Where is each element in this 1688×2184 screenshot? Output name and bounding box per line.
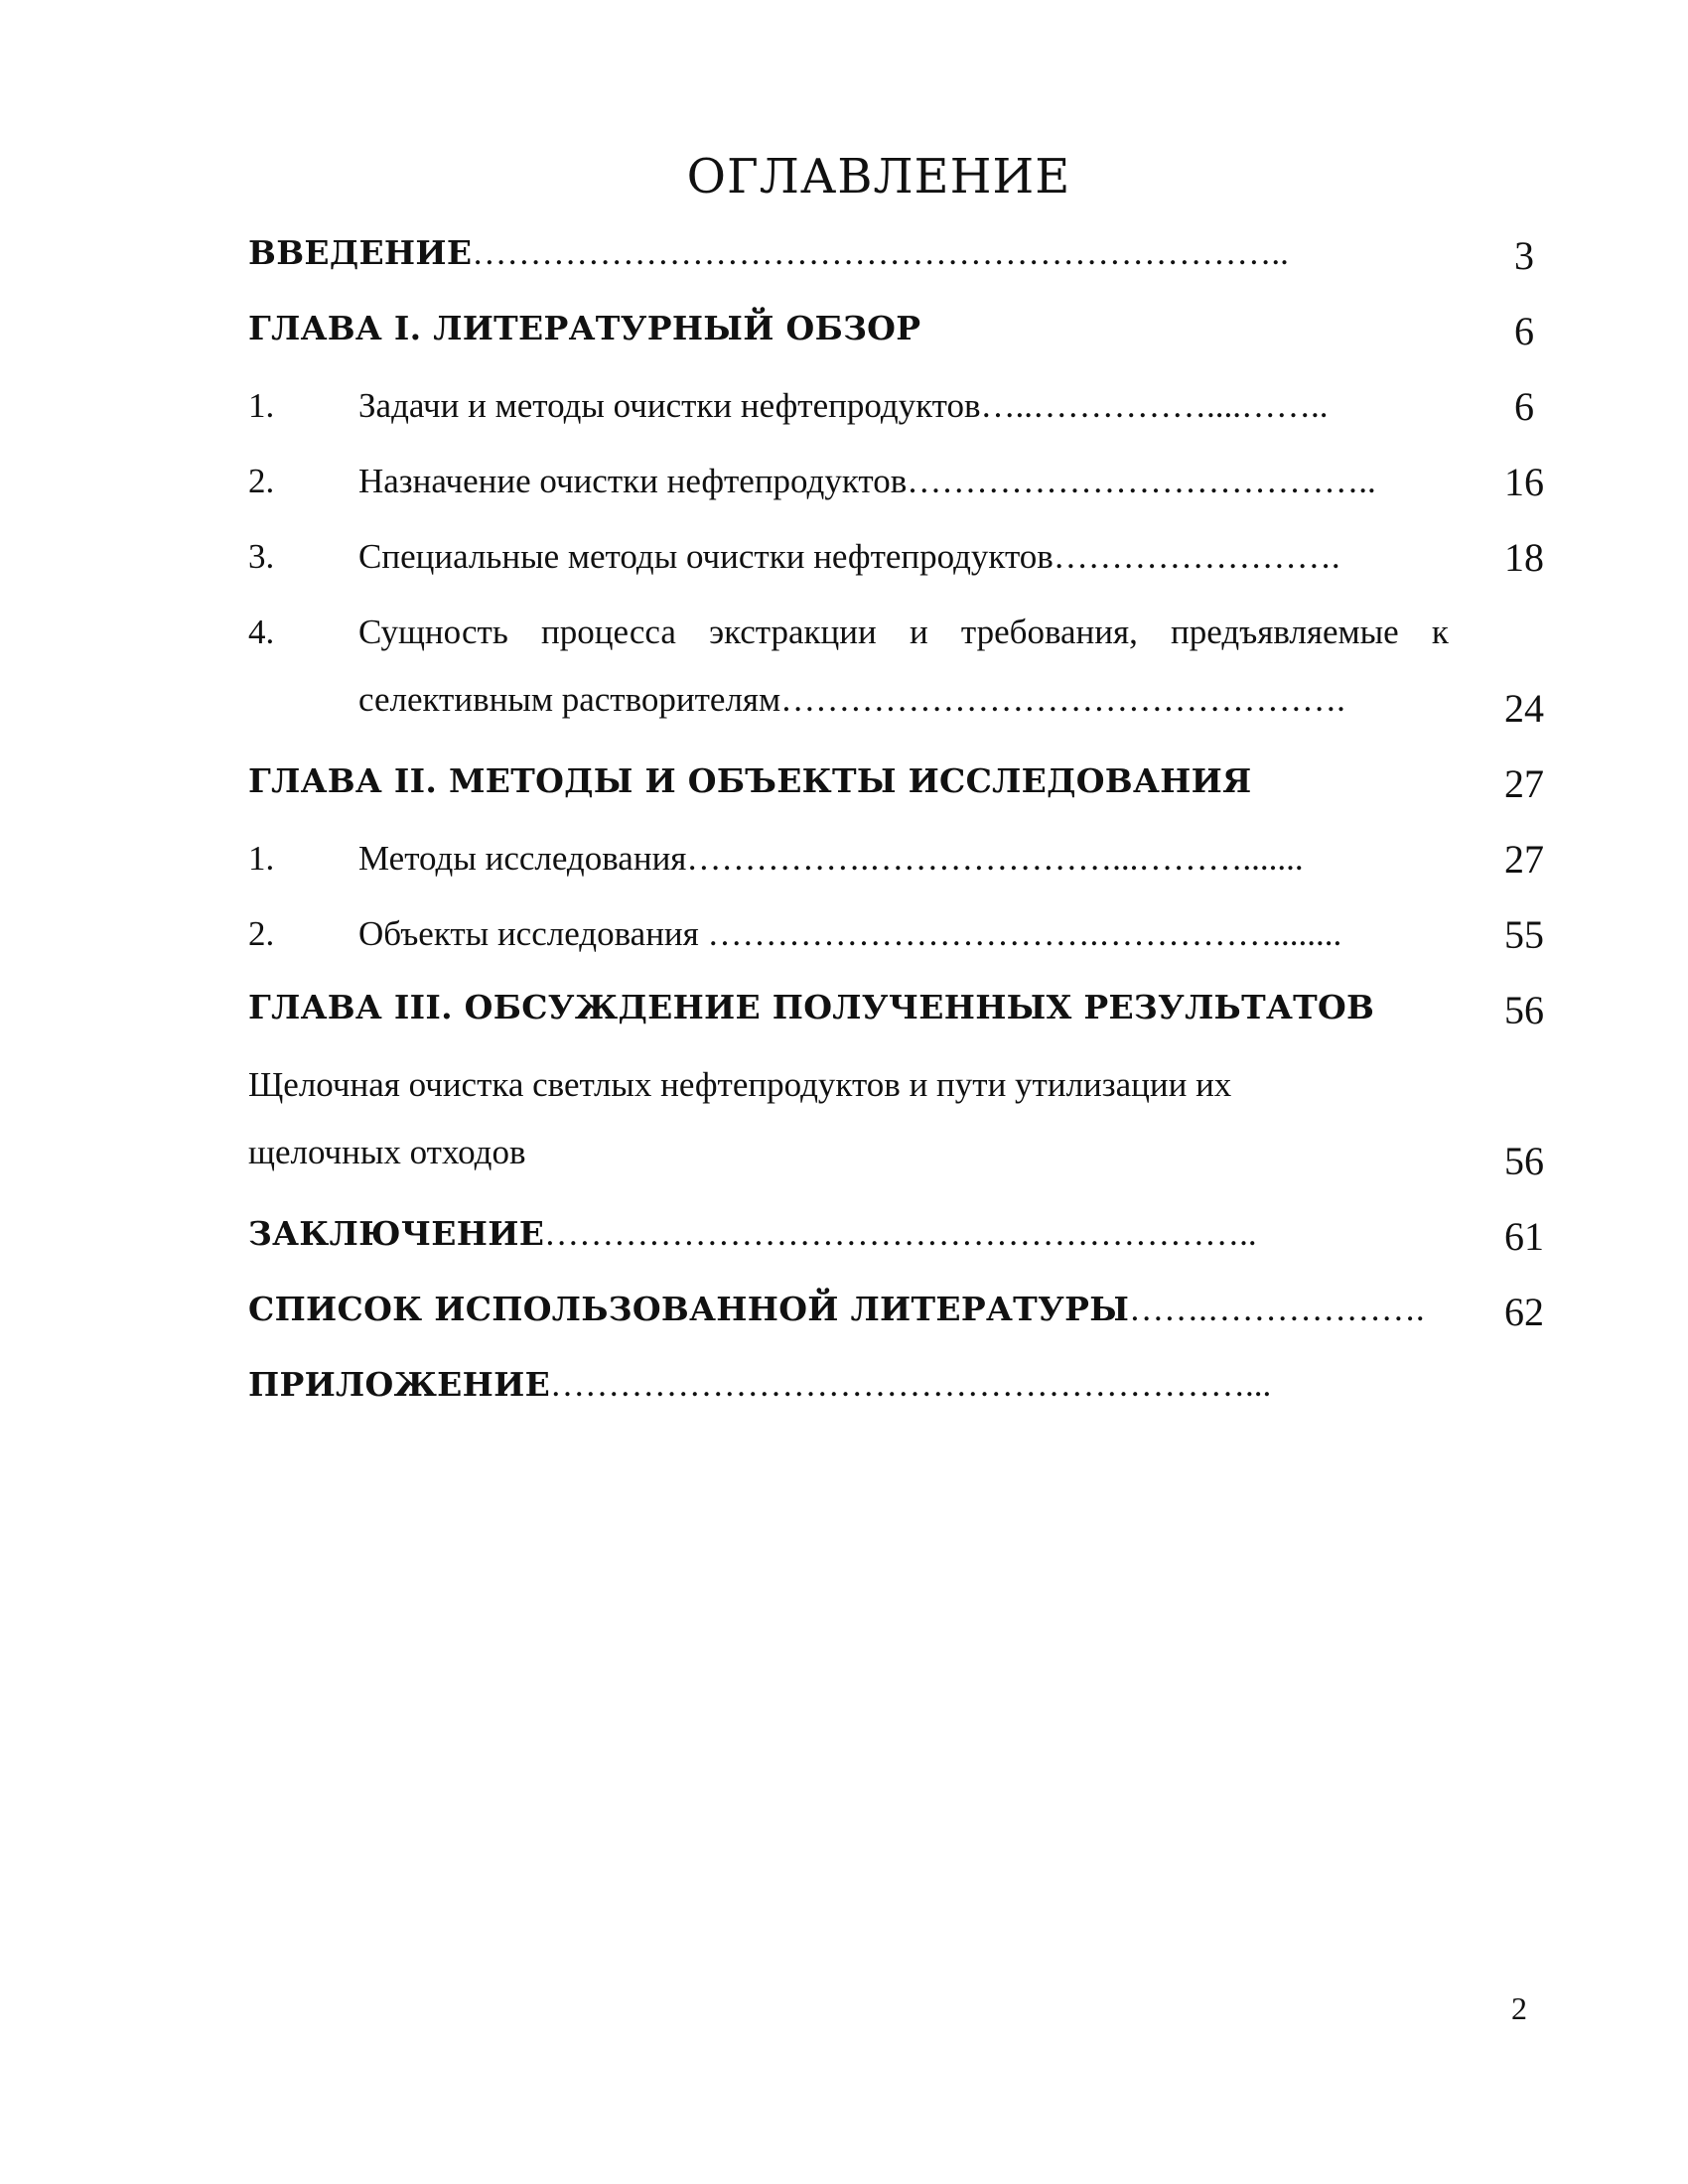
toc-entry-chapter-3-label: ГЛАВА III. ОБСУЖДЕНИЕ ПОЛУЧЕННЫХ РЕЗУЛЬТАТОВ	[248, 988, 1375, 1026]
toc-page-intro: 3	[1514, 233, 1534, 278]
toc-leader-dots: …………………………….……………........	[707, 914, 1342, 953]
toc-page-references: 62	[1504, 1290, 1544, 1334]
toc-entry-chapter-1-label: ГЛАВА I. ЛИТЕРАТУРНЫЙ ОБЗОР	[248, 309, 921, 347]
toc-word: экстракции	[709, 613, 877, 651]
toc-entry-1-3[interactable]	[358, 537, 1340, 577]
toc-entry-chapter-3[interactable]	[248, 990, 1374, 1024]
toc-entry-references-label: СПИСОК ИСПОЛЬЗОВАННОЙ ЛИТЕРАТУРЫ	[248, 1290, 1130, 1328]
toc-leader-dots: ……………………………………………………...	[550, 1365, 1272, 1404]
toc-page-1-4: 24	[1504, 686, 1544, 731]
toc-entry-2-1[interactable]	[358, 839, 1304, 879]
toc-page-1-1: 6	[1514, 384, 1534, 429]
toc-page-1-2: 16	[1504, 460, 1544, 504]
toc-entry-1-2[interactable]	[358, 462, 1376, 501]
toc-leader-dots: …….……………….	[1129, 1290, 1425, 1328]
toc-entry-appendix-label: ПРИЛОЖЕНИЕ	[248, 1365, 551, 1404]
toc-item-number: 2.	[248, 914, 275, 953]
toc-entry-1-2-label: Назначение очистки нефтепродуктов	[358, 462, 908, 500]
toc-page-chapter-3: 56	[1504, 988, 1544, 1032]
toc-entry-3-sub-line1[interactable]: Щелочная очистка светлых нефтепродуктов и пути утилизации их	[248, 1065, 1232, 1104]
toc-item-number: 3.	[248, 537, 275, 576]
toc-page-1-3: 18	[1504, 535, 1544, 580]
toc-entry-conclusion-label: ЗАКЛЮЧЕНИЕ	[248, 1214, 545, 1253]
toc-item-number: 1.	[248, 839, 275, 878]
toc-word: требования,	[960, 613, 1138, 651]
toc-page-chapter-2: 27	[1504, 761, 1544, 806]
toc-entry-2-2-label: Объекты исследования	[358, 914, 708, 953]
toc-leader-dots: …………………….	[1053, 537, 1340, 576]
toc-leader-dots: ………………………………………….	[780, 680, 1345, 719]
toc-entry-2-1-label: Методы исследования	[358, 839, 687, 878]
toc-entry-references[interactable]	[248, 1292, 1425, 1326]
toc-page-2-1: 27	[1504, 837, 1544, 882]
toc-item-number: 1.	[248, 386, 275, 425]
toc-word: Сущность	[358, 613, 508, 651]
toc-entry-1-4-line1[interactable]	[358, 613, 1449, 652]
toc-entry-1-1-label: Задачи и методы очистки нефтепродуктов	[358, 386, 981, 425]
toc-leader-dots: …..……………....……..	[980, 386, 1329, 425]
toc-entry-chapter-2[interactable]	[248, 763, 1252, 798]
page-number: 2	[1511, 1990, 1527, 2026]
toc-entry-1-3-label: Специальные методы очистки нефтепродуктов	[358, 537, 1054, 576]
toc-leader-dots: ……………………………………………………..	[544, 1214, 1257, 1253]
toc-entry-chapter-2-label: ГЛАВА II. МЕТОДЫ И ОБЪЕКТЫ ИССЛЕДОВАНИЯ	[248, 761, 1252, 800]
toc-entry-intro-label: ВВЕДЕНИЕ	[248, 233, 473, 272]
toc-entry-appendix[interactable]	[248, 1367, 1271, 1402]
toc-page-chapter-1: 6	[1514, 309, 1534, 353]
toc-page-3-sub: 56	[1504, 1139, 1544, 1183]
toc-entry-1-4-label: селективным растворителям	[358, 680, 781, 719]
toc-word: к	[1431, 613, 1449, 651]
toc-entry-1-4-line2[interactable]	[358, 680, 1345, 720]
toc-word: предъявляемые	[1171, 613, 1399, 651]
toc-leader-dots: ……………………………………………………………..	[472, 233, 1289, 272]
toc-entry-conclusion[interactable]	[248, 1216, 1257, 1251]
toc-word: процесса	[541, 613, 676, 651]
toc-item-number: 4.	[248, 613, 275, 651]
toc-leader-dots: …………….…………………...……….......	[686, 839, 1304, 878]
page-title: ОГЛАВЛЕНИЕ	[686, 149, 1071, 205]
toc-leader-dots: …………………………………..	[907, 462, 1376, 500]
toc-item-number: 2.	[248, 462, 275, 500]
toc-word: и	[909, 613, 928, 651]
toc-entry-intro[interactable]	[248, 235, 1289, 270]
toc-entry-3-sub-line2[interactable]: щелочных отходов	[248, 1133, 526, 1171]
toc-page-2-2: 55	[1504, 912, 1544, 957]
toc-entry-2-2[interactable]	[358, 914, 1341, 954]
toc-page-conclusion: 61	[1504, 1214, 1544, 1259]
toc-entry-chapter-1[interactable]	[248, 311, 920, 345]
toc-entry-1-1[interactable]	[358, 386, 1329, 426]
